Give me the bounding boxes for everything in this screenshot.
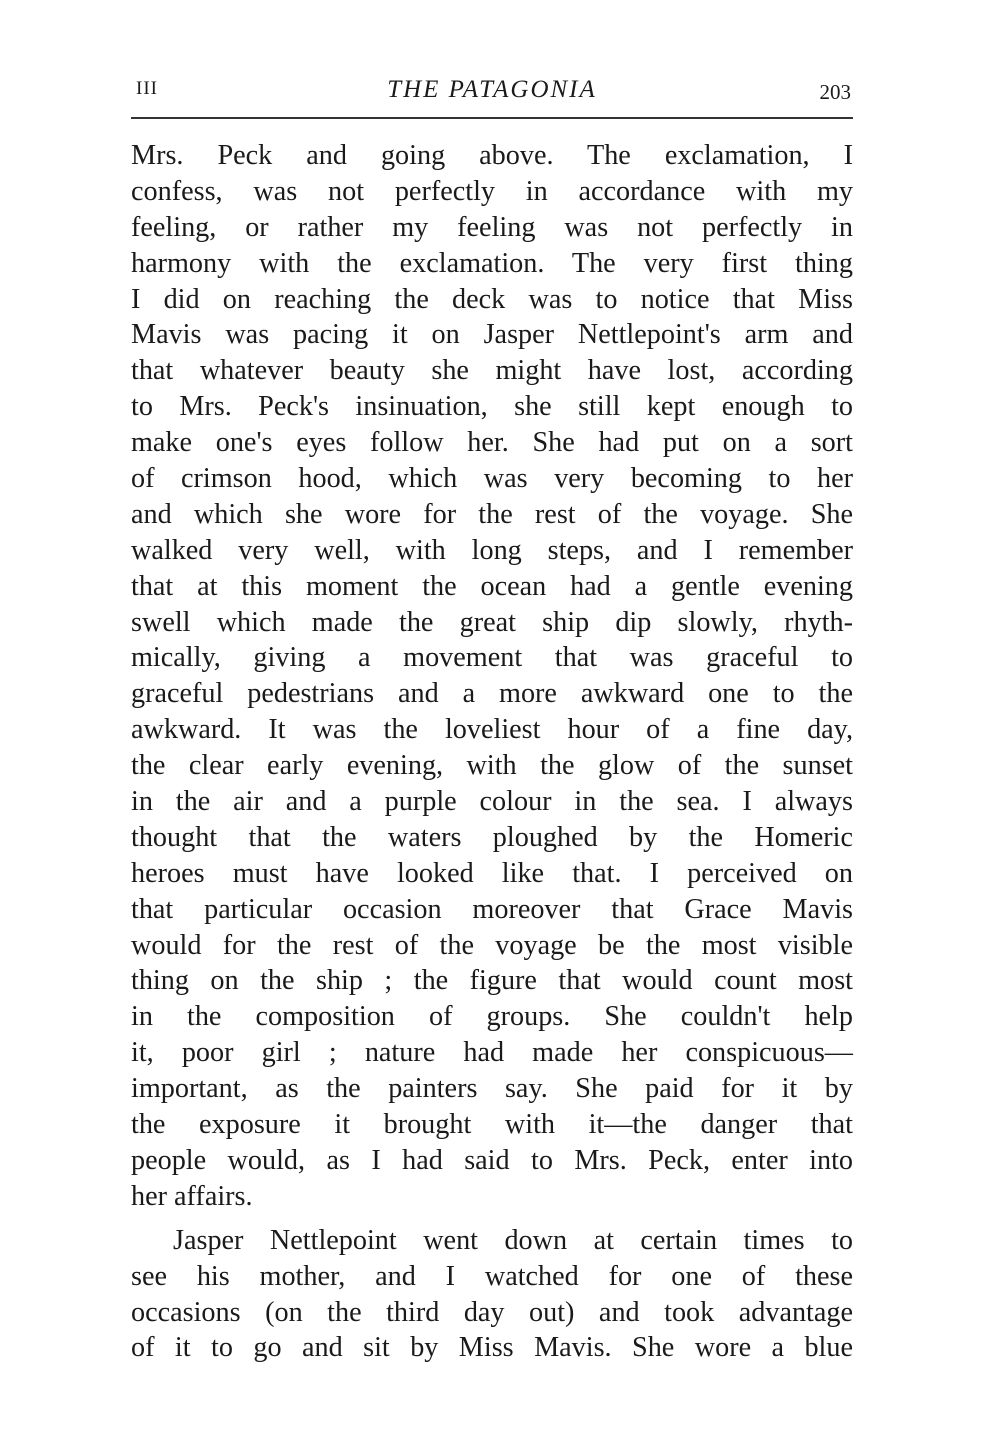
text-line: make one's eyes follow her. She had put on a sort: [131, 427, 853, 459]
text-line: Jasper Nettlepoint went down at certain times to: [173, 1224, 853, 1256]
text-line: of it to go and sit by Miss Mavis. She wore a blue: [131, 1332, 853, 1364]
text-line: graceful pedestrians and a more awkward one to the: [131, 678, 853, 710]
text-line: swell which made the great ship dip slowly, rhyth-: [131, 606, 853, 638]
text-line: the exposure it brought with it—the danger that: [131, 1109, 853, 1141]
body-text: [131, 138, 853, 1366]
section-number: III: [136, 78, 158, 99]
text-line: walked very well, with long steps, and I remember: [131, 534, 853, 566]
text-line: Mrs. Peck and going above. The exclamation, I: [131, 140, 853, 171]
page-number: 203: [819, 80, 851, 104]
text-line: mically, giving a movement that was graceful to: [131, 642, 853, 674]
text-line: the clear early evening, with the glow of the sunset: [131, 750, 853, 782]
paragraph: [131, 138, 853, 1215]
text-line: her affairs.: [131, 1180, 253, 1212]
text-line: in the composition of groups. She couldn't help: [131, 1001, 853, 1033]
paragraph: [131, 1223, 853, 1367]
text-line: would for the rest of the voyage be the most visible: [131, 929, 853, 961]
text-line: heroes must have looked like that. I perceived on: [131, 857, 853, 889]
text-line: occasions (on the third day out) and took advantage: [131, 1296, 853, 1328]
text-line: to Mrs. Peck's insinuation, she still kept enough to: [131, 391, 853, 423]
text-line: people would, as I had said to Mrs. Peck, enter into: [131, 1144, 853, 1176]
text-line: confess, was not perfectly in accordance with my: [131, 175, 853, 207]
text-line: it, poor girl ; nature had made her conspicuous—: [131, 1037, 853, 1069]
text-line: see his mother, and I watched for one of these: [131, 1260, 853, 1292]
text-line: I did on reaching the deck was to notice that Miss: [131, 283, 853, 315]
text-line: harmony with the exclamation. The very first thing: [131, 247, 853, 279]
text-line: that at this moment the ocean had a gentle evening: [131, 570, 853, 602]
text-line: that whatever beauty she might have lost, according: [131, 355, 853, 387]
running-title: THE PATAGONIA: [387, 76, 597, 103]
text-line: important, as the painters say. She paid for it by: [131, 1073, 853, 1105]
text-line: awkward. It was the loveliest hour of a fine day,: [131, 714, 853, 746]
paragraph-gap: [131, 1215, 853, 1223]
text-line: that particular occasion moreover that Grace Mavis: [131, 893, 853, 925]
text-line: thing on the ship ; the figure that would count most: [131, 965, 853, 997]
text-line: of crimson hood, which was very becoming to her: [131, 463, 853, 495]
running-header: [131, 72, 853, 112]
text-line: thought that the waters ploughed by the Homeric: [131, 821, 853, 853]
text-line: feeling, or rather my feeling was not perfectly in: [131, 211, 853, 243]
text-line: in the air and a purple colour in the sea. I always: [131, 786, 853, 818]
header-rule: [131, 117, 853, 119]
text-line: Mavis was pacing it on Jasper Nettlepoint's arm and: [131, 319, 853, 351]
text-line: and which she wore for the rest of the voyage. She: [131, 498, 853, 530]
